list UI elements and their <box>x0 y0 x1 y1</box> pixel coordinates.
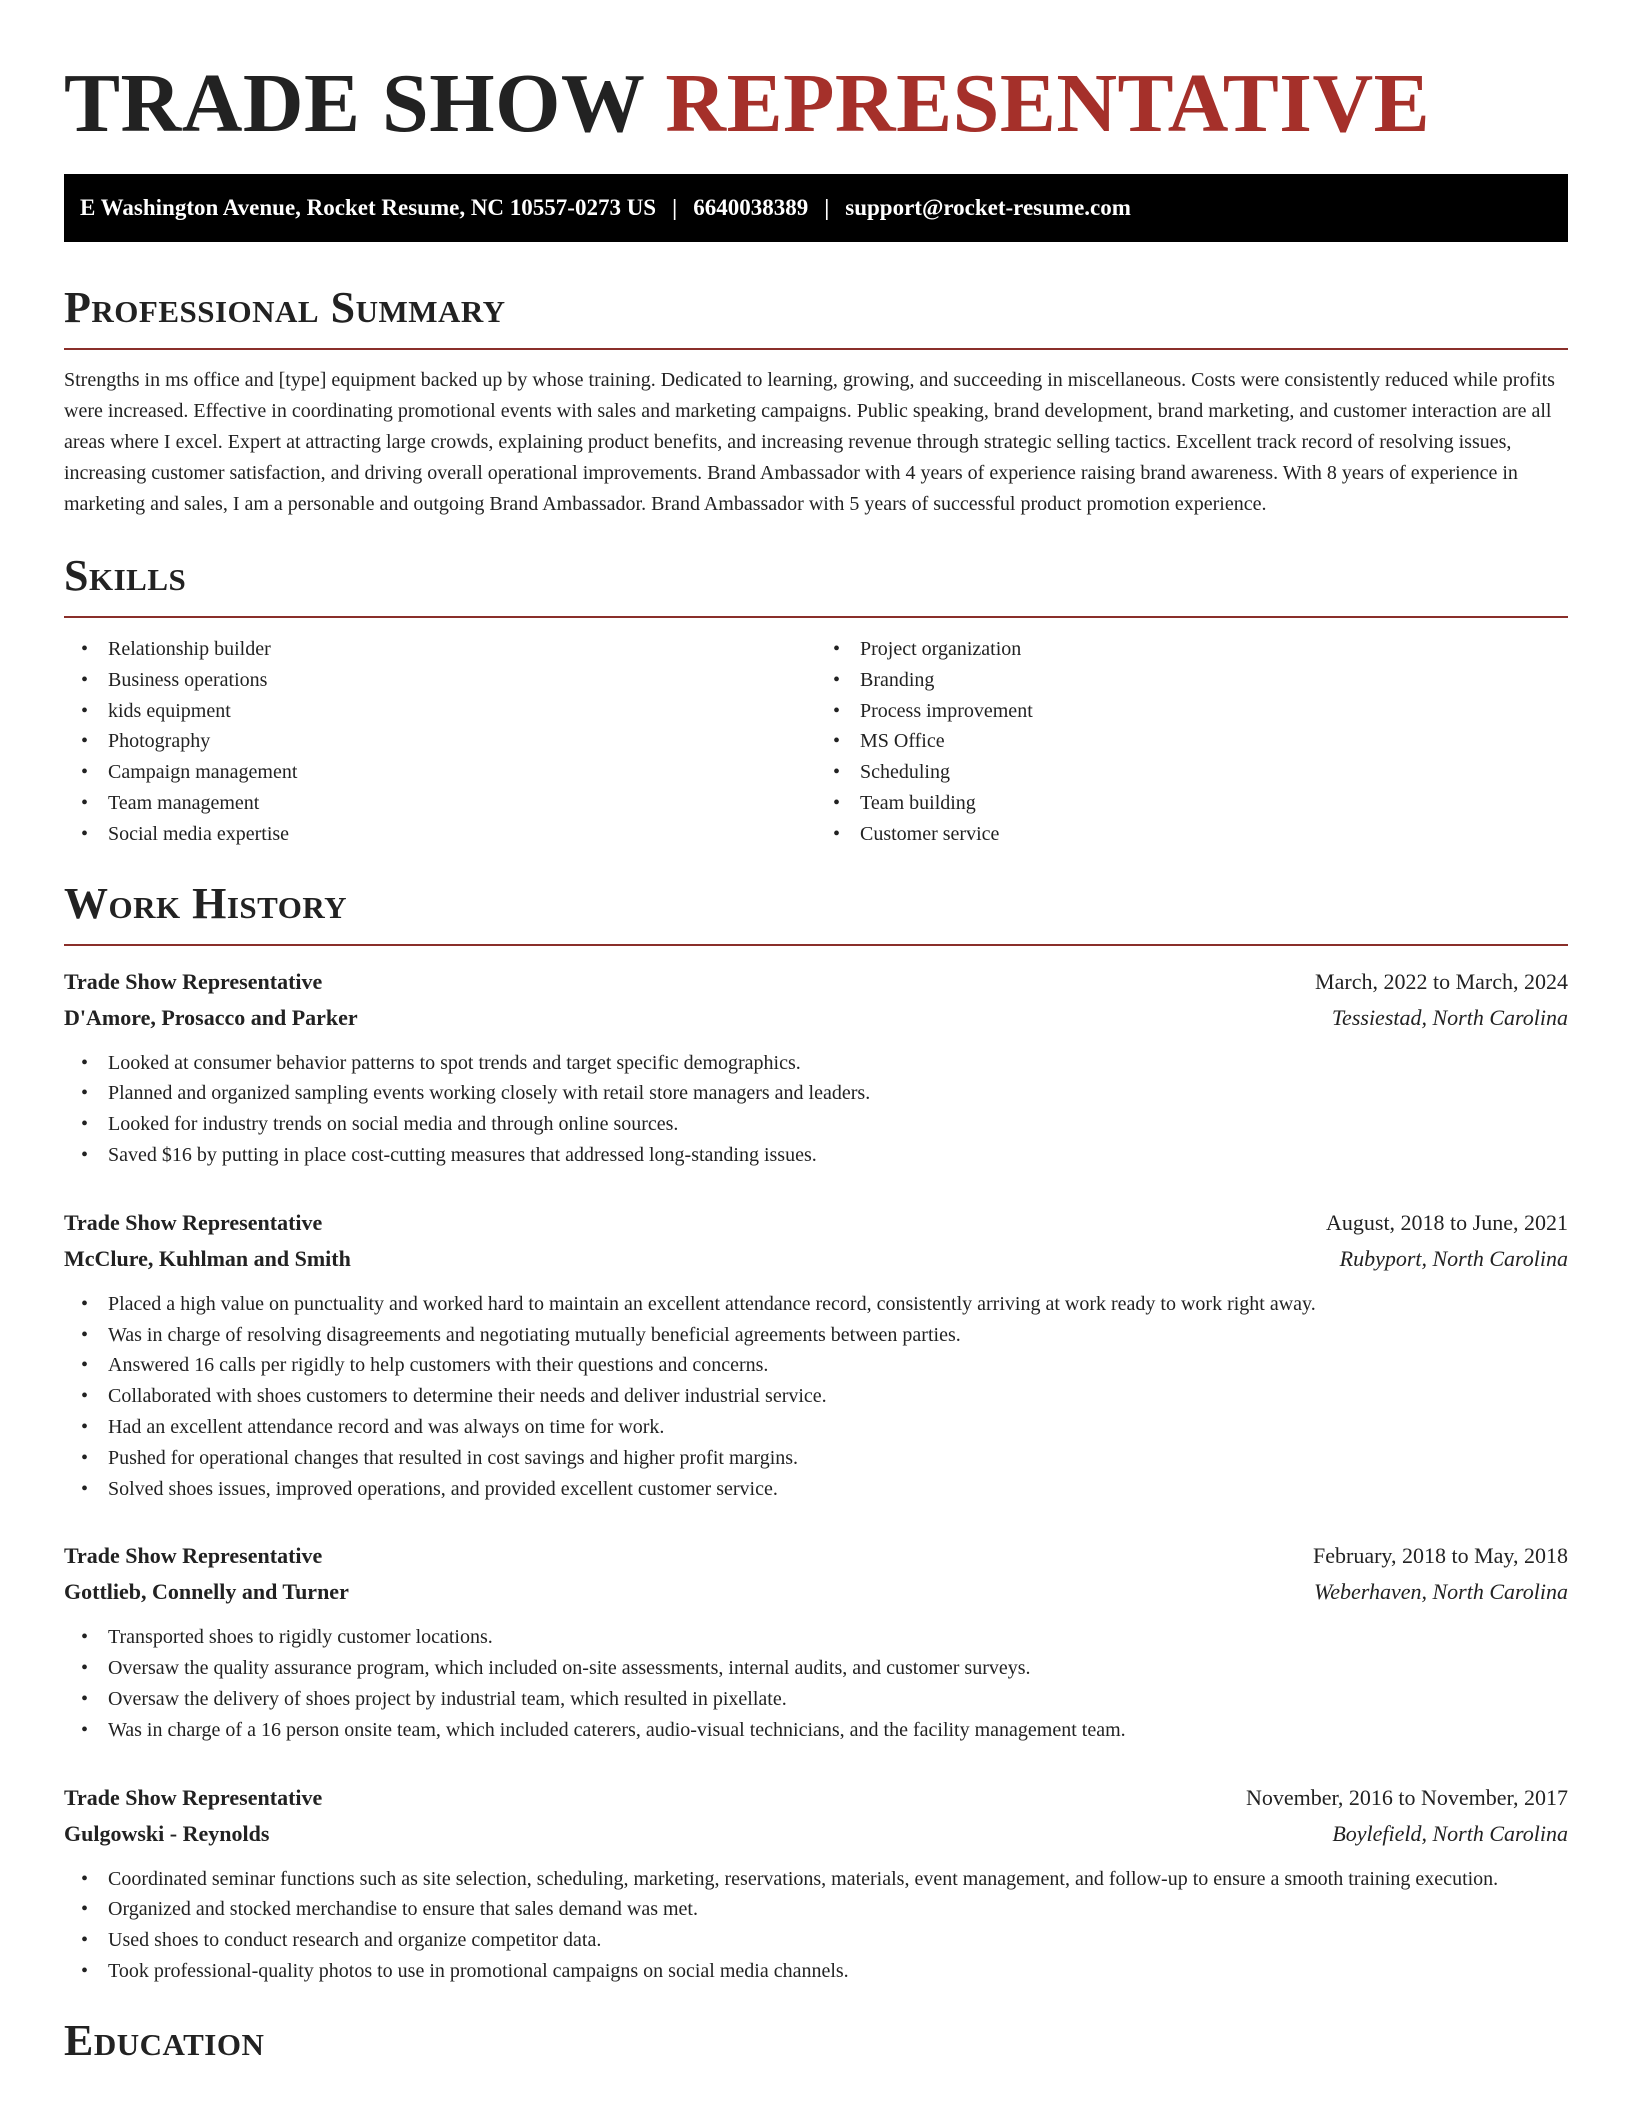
job-bullet: • Transported shoes to rigidly customer locations. <box>108 1622 1568 1653</box>
job-location: Rubyport, North Carolina <box>1339 1245 1568 1271</box>
section-title-education: Education <box>64 2015 265 2065</box>
resume-name <box>64 0 1568 154</box>
skill-item: • Relationship builder <box>108 634 816 665</box>
skill-item: • Project organization <box>860 634 1568 665</box>
job-header <box>64 1538 1568 1574</box>
skill-item: • Process improvement <box>860 696 1568 727</box>
skill-item: • Scheduling <box>860 757 1568 788</box>
job-bullet: • Saved $16 by putting in place cost-cutting measures that addressed long-standing issues. <box>108 1140 1568 1171</box>
job-header <box>64 964 1568 1000</box>
contact-bar <box>64 174 1568 242</box>
contact-separator: | <box>672 195 678 220</box>
job-company: Gottlieb, Connelly and Turner <box>64 1579 349 1605</box>
job-company: Gulgowski - Reynolds <box>64 1820 270 1846</box>
job-bullet: • Took professional-quality photos to use in promotional campaigns on social media channels. <box>108 1956 1568 1987</box>
job-entry <box>64 964 1568 1171</box>
contact-address: E Washington Avenue, Rocket Resume, NC 10557-0273 US <box>80 195 657 220</box>
job-bullet: • Planned and organized sampling events working closely with retail store managers and leaders. <box>108 1078 1568 1109</box>
job-dates: August, 2018 to June, 2021 <box>1326 1209 1568 1235</box>
job-company: D'Amore, Prosacco and Parker <box>64 1004 358 1030</box>
job-bullets <box>64 1289 1568 1505</box>
skill-item: • Business operations <box>108 665 816 696</box>
job-bullet: • Oversaw the delivery of shoes project by industrial team, which resulted in pixellate. <box>108 1684 1568 1715</box>
skills-list-right <box>816 634 1568 850</box>
job-role: Trade Show Representative <box>64 1784 323 1810</box>
skills-grid <box>64 634 1568 850</box>
section-title-summary: Professional Summary <box>64 283 506 332</box>
section-title-work-history: Work History <box>64 878 348 928</box>
skill-item: • Campaign management <box>108 757 816 788</box>
job-header <box>64 1205 1568 1241</box>
skill-item: • Photography <box>108 726 816 757</box>
job-company: McClure, Kuhlman and Smith <box>64 1245 351 1271</box>
skill-item: • Customer service <box>860 819 1568 850</box>
job-entry <box>64 1780 1568 1987</box>
job-location: Weberhaven, North Carolina <box>1313 1579 1568 1605</box>
job-dates: March, 2022 to March, 2024 <box>1315 968 1568 994</box>
job-role: Trade Show Representative <box>64 1543 323 1569</box>
contact-email: support@rocket-resume.com <box>845 195 1131 220</box>
job-bullet: • Oversaw the quality assurance program, which included on-site assessments, internal audits, and customer surveys. <box>108 1653 1568 1684</box>
job-bullet: • Coordinated seminar functions such as site selection, scheduling, marketing, reservations, materials, event management, and follow-up to ensure a smooth training execution. <box>108 1864 1568 1895</box>
job-bullet: • Answered 16 calls per rigidly to help customers with their questions and concerns. <box>108 1350 1568 1381</box>
section-title-skills: Skills <box>64 551 187 600</box>
job-bullet: • Had an excellent attendance record and was always on time for work. <box>108 1412 1568 1443</box>
name-last: REPRESENTATIVE <box>665 57 1431 150</box>
job-header <box>64 1780 1568 1816</box>
job-subheader <box>64 1816 1568 1852</box>
job-bullet: • Was in charge of resolving disagreements and negotiating mutually beneficial agreements between parties. <box>108 1320 1568 1351</box>
job-bullet: • Collaborated with shoes customers to determine their needs and deliver industrial service. <box>108 1381 1568 1412</box>
job-bullet: • Pushed for operational changes that resulted in cost savings and higher profit margins. <box>108 1443 1568 1474</box>
section-divider <box>64 944 1568 946</box>
skill-item: • MS Office <box>860 726 1568 757</box>
job-role: Trade Show Representative <box>64 968 323 994</box>
job-bullet: • Organized and stocked merchandise to ensure that sales demand was met. <box>108 1894 1568 1925</box>
job-role: Trade Show Representative <box>64 1209 323 1235</box>
job-bullet: • Solved shoes issues, improved operations, and provided excellent customer service. <box>108 1474 1568 1505</box>
job-dates: February, 2018 to May, 2018 <box>1313 1543 1568 1569</box>
job-bullet: • Looked for industry trends on social media and through online sources. <box>108 1109 1568 1140</box>
job-subheader <box>64 1574 1568 1610</box>
skill-item: • Social media expertise <box>108 819 816 850</box>
job-bullet: • Placed a high value on punctuality and worked hard to maintain an excellent attendance record, consistently arriving at work ready to work right away. <box>108 1289 1568 1320</box>
summary-text: Strengths in ms office and [type] equipment backed up by whose training. Dedicated to learning, growing, and succeeding in miscellaneous. Costs were consistently reduced while profits were increased. Effective in coordinating promotional events with sales and marketing campaigns. Public speaking, brand development, brand marketing, and customer interaction are all areas where I excel. Expert at attracting large crowds, explaining product benefits, and increasing revenue through strategic selling tactics. Excellent track record of resolving issues, increasing customer satisfaction, and driving overall operational improvements. Brand Ambassador with 4 years of experience raising brand awareness. With 8 years of experience in marketing and sales, I am a personable and outgoing Brand Ambassador. Brand Ambassador with 5 years of successful product promotion experience. <box>64 369 1555 515</box>
name-first: TRADE SHOW <box>64 57 644 150</box>
skill-item: • Team building <box>860 788 1568 819</box>
job-dates: November, 2016 to November, 2017 <box>1245 1784 1568 1810</box>
job-bullets <box>64 1048 1568 1171</box>
job-bullets <box>64 1622 1568 1745</box>
job-location: Boylefield, North Carolina <box>1332 1820 1568 1846</box>
job-bullet: • Was in charge of a 16 person onsite team, which included caterers, audio-visual technicians, and the facility management team. <box>108 1715 1568 1746</box>
skill-item: • Team management <box>108 788 816 819</box>
contact-separator: | <box>824 195 830 220</box>
job-location: Tessiestad, North Carolina <box>1331 1004 1568 1030</box>
skill-item: • Branding <box>860 665 1568 696</box>
skill-item: • kids equipment <box>108 696 816 727</box>
section-divider <box>64 616 1568 618</box>
job-entry <box>64 1205 1568 1505</box>
job-entry <box>64 1538 1568 1745</box>
job-bullets <box>64 1864 1568 1987</box>
job-subheader <box>64 1000 1568 1036</box>
contact-phone: 6640038389 <box>693 195 809 220</box>
job-bullet: • Used shoes to conduct research and organize competitor data. <box>108 1925 1568 1956</box>
job-bullet: • Looked at consumer behavior patterns to spot trends and target specific demographics. <box>108 1048 1568 1079</box>
job-subheader <box>64 1241 1568 1277</box>
skills-list-left <box>64 634 816 850</box>
section-divider <box>64 348 1568 350</box>
